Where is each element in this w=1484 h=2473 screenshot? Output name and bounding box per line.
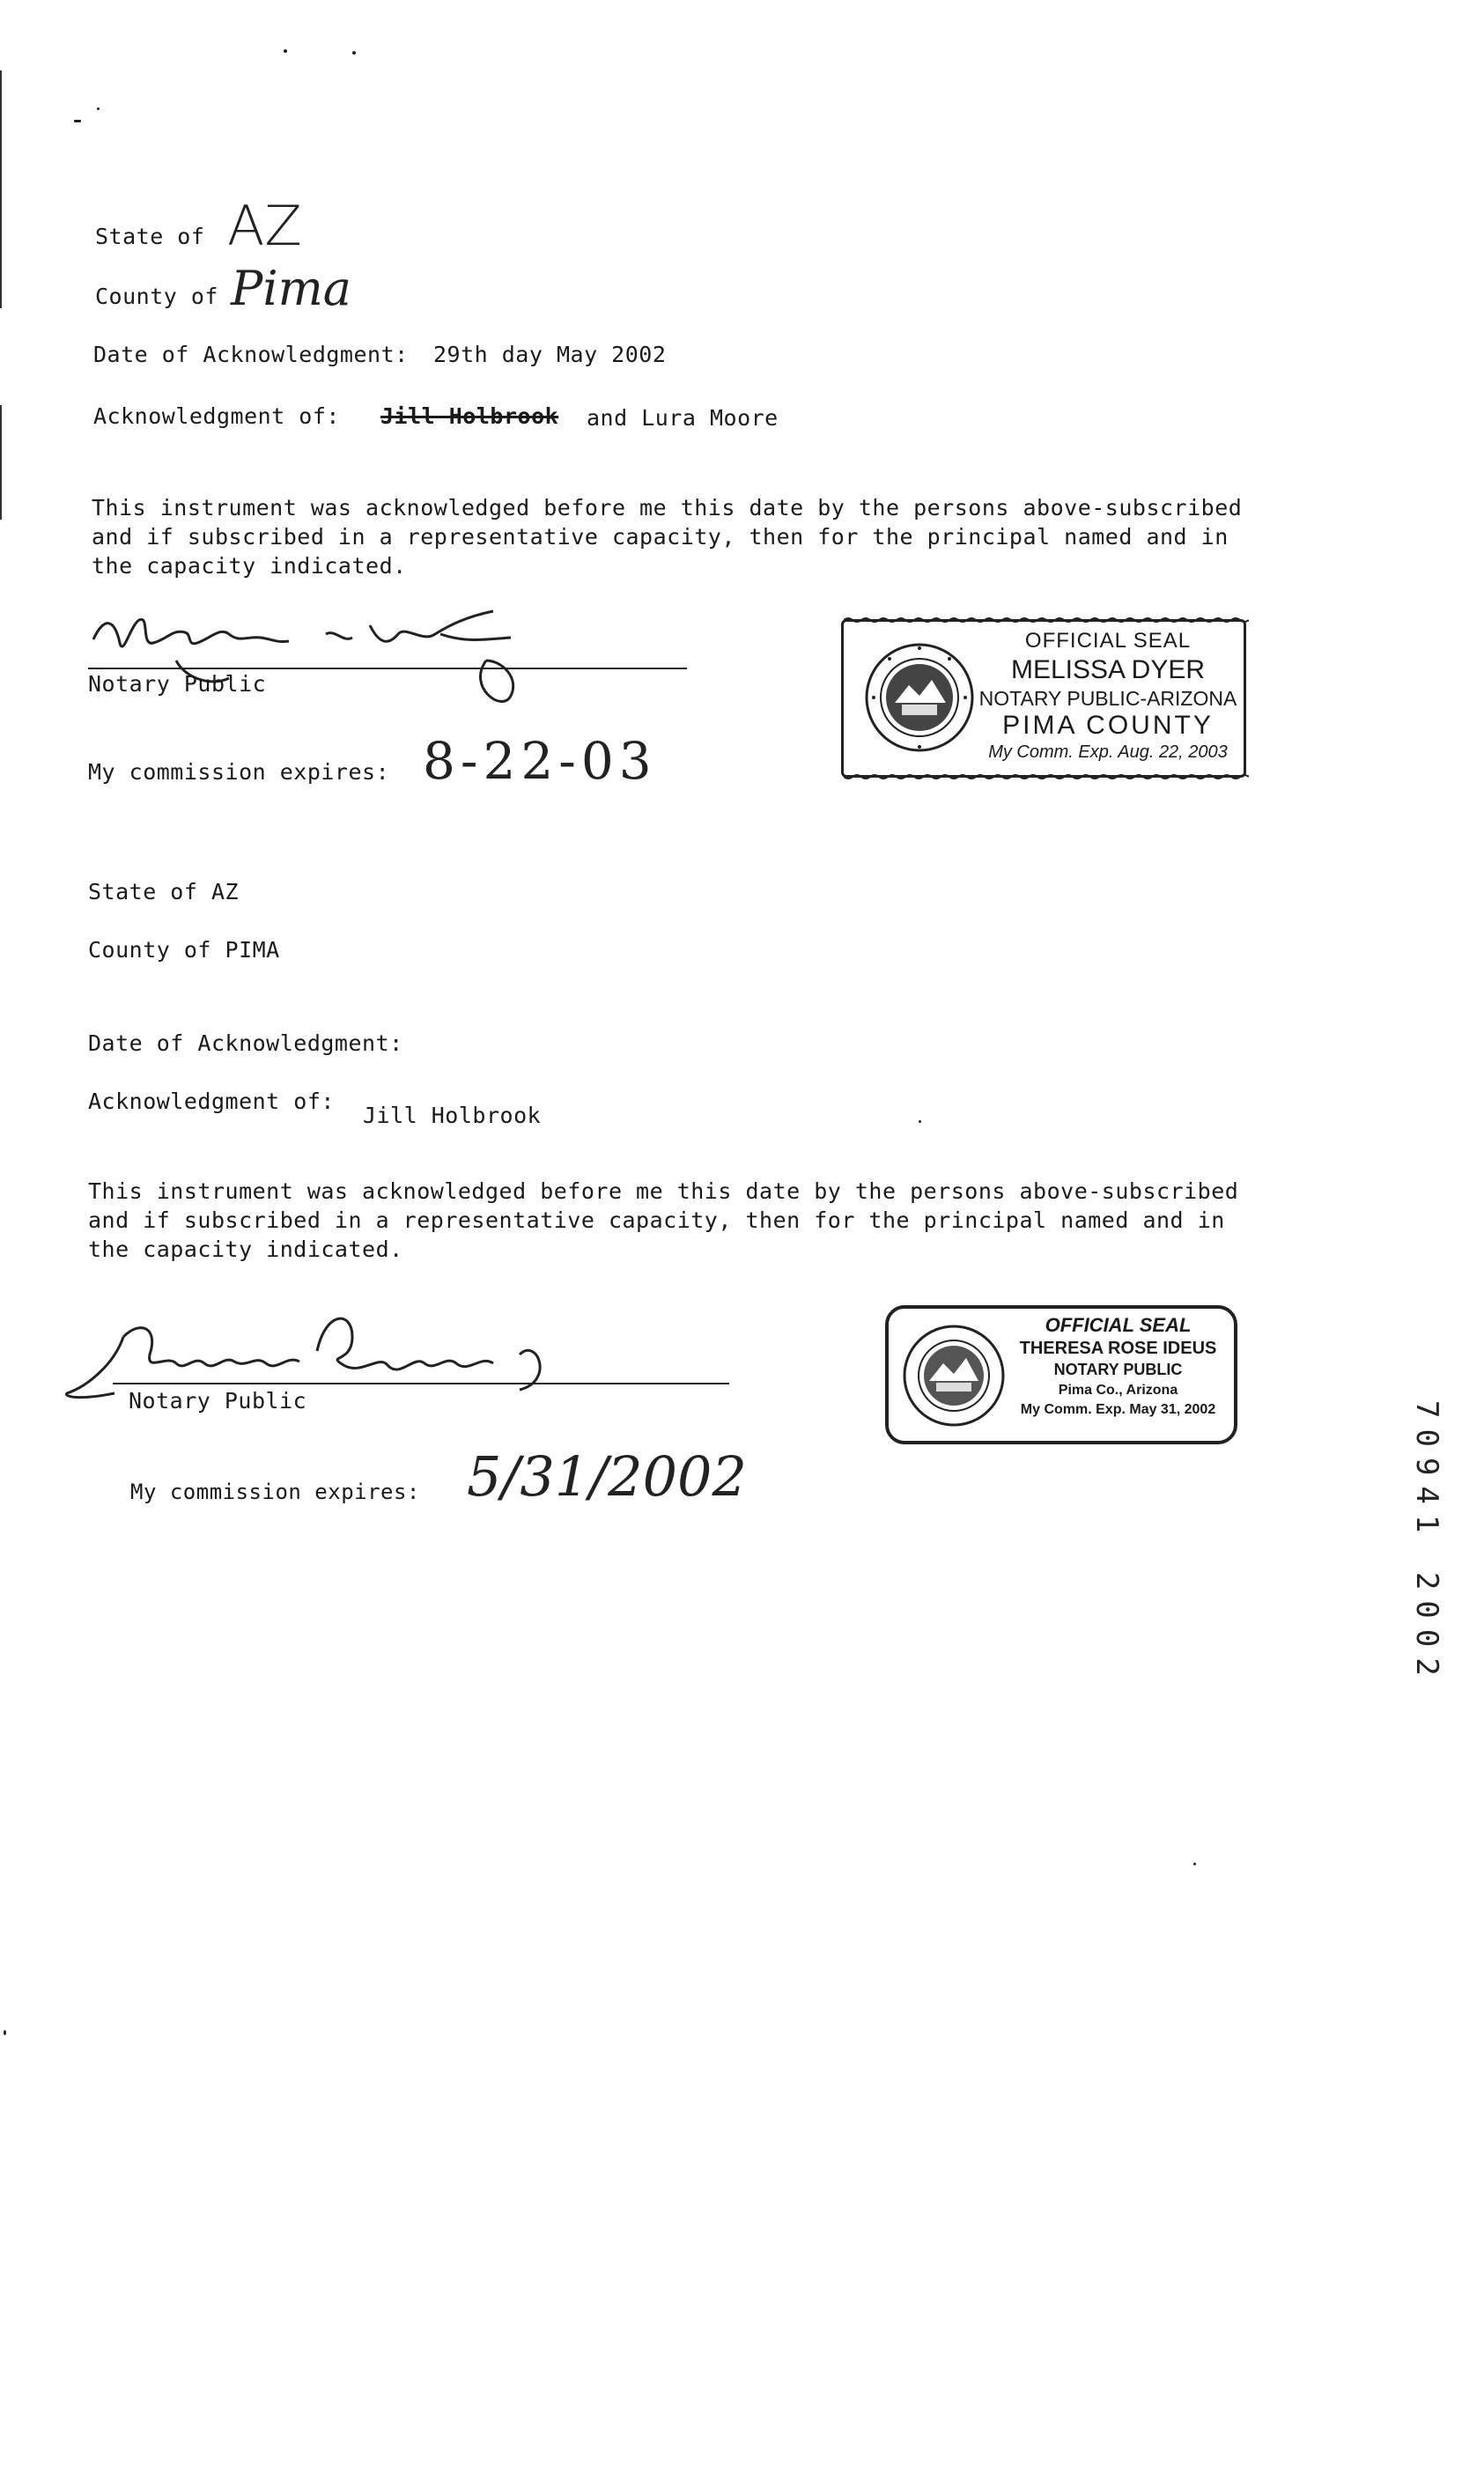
seal-line: Pima Co., Arizona	[1058, 1383, 1178, 1398]
commission-expires-handwritten: 5/31/2002	[467, 1444, 747, 1509]
state-value: AZ	[210, 879, 240, 904]
signature-line	[88, 668, 687, 669]
acknowledgment-label: Acknowledgment of:	[93, 403, 340, 429]
paragraph-line: This instrument was acknowledged before me this date by the persons above-subscribed	[88, 1178, 1239, 1204]
seal-line: NOTARY PUBLIC	[1053, 1361, 1183, 1378]
paragraph-line: and if subscribed in a representative capacity, then for the principal named and in	[88, 1207, 1225, 1233]
county-label-text: County of	[88, 937, 211, 963]
scan-speck	[352, 51, 356, 55]
paragraph-line: the capacity indicated.	[88, 1236, 403, 1262]
date-label: Date of Acknowledgment:	[88, 1030, 403, 1056]
scan-speck	[4, 2030, 6, 2035]
seal-line: NOTARY PUBLIC-ARIZONA	[978, 687, 1237, 710]
official-seal-melissa-dyer	[841, 619, 1246, 778]
scan-edge-line	[0, 70, 2, 308]
paragraph-line: and if subscribed in a representative capacity, then for the principal named and in	[92, 524, 1229, 550]
seal-line: OFFICIAL SEAL	[1045, 1314, 1192, 1336]
notary-public-label: Notary Public	[88, 671, 267, 697]
recording-number-text: 70941 2002	[1409, 1400, 1444, 1687]
scan-speck	[74, 120, 81, 122]
acknowledgment-paragraph	[92, 493, 1242, 580]
paragraph-line: the capacity indicated.	[92, 553, 407, 579]
notary-public-label: Notary Public	[129, 1388, 307, 1414]
seal-border-wave	[844, 616, 1249, 624]
acknowledgment-value: and Lura Moore	[587, 405, 779, 431]
scan-speck	[97, 107, 100, 110]
state-label: State of	[95, 224, 205, 249]
scan-speck	[919, 1120, 921, 1123]
recording-number-stamp	[1409, 1400, 1462, 1700]
county-value: PIMA	[225, 937, 280, 963]
official-seal-theresa-rose-ideus	[885, 1305, 1237, 1444]
scan-speck	[1193, 1863, 1196, 1865]
commission-expires-label: My commission expires:	[88, 759, 390, 785]
scan-edge-line	[0, 405, 2, 520]
signature-line	[113, 1383, 729, 1384]
seal-border-wave	[844, 773, 1249, 780]
county-label: County of	[95, 284, 218, 309]
date-value: 29th day May 2002	[433, 342, 667, 367]
acknowledgment-label: Acknowledgment of:	[88, 1089, 335, 1114]
acknowledgment-value: Jill Holbrook	[363, 1103, 542, 1128]
seal-line: MELISSA DYER	[1010, 655, 1206, 684]
state-value-handwritten: AZ	[227, 194, 302, 258]
arizona-state-seal-emblem	[863, 641, 976, 754]
paragraph-line: This instrument was acknowledged before me this date by the persons above-subscribed	[92, 495, 1243, 520]
commission-expires-handwritten: 8-22-03	[423, 731, 657, 791]
seal-line: My Comm. Exp. May 31, 2002	[1020, 1402, 1216, 1417]
scan-speck	[284, 49, 287, 53]
acknowledgment-struck-name: Jill Holbrook	[380, 403, 559, 429]
seal-line: OFFICIAL SEAL	[1024, 629, 1192, 653]
seal-text	[1001, 1314, 1235, 1418]
acknowledgment-paragraph	[88, 1177, 1238, 1264]
seal-line: PIMA COUNTY	[1002, 711, 1214, 740]
county-label	[88, 937, 280, 963]
state-label-text: State of	[88, 879, 198, 904]
seal-text	[976, 629, 1240, 763]
seal-line: My Comm. Exp. Aug. 22, 2003	[988, 742, 1228, 762]
seal-line: THERESA ROSE IDEUS	[1019, 1339, 1217, 1358]
commission-expires-label: My commission expires:	[130, 1480, 420, 1504]
arizona-state-seal-emblem	[901, 1323, 1007, 1428]
state-label	[88, 879, 239, 904]
county-value-handwritten: Pima	[231, 261, 352, 316]
date-label: Date of Acknowledgment:	[93, 342, 409, 367]
